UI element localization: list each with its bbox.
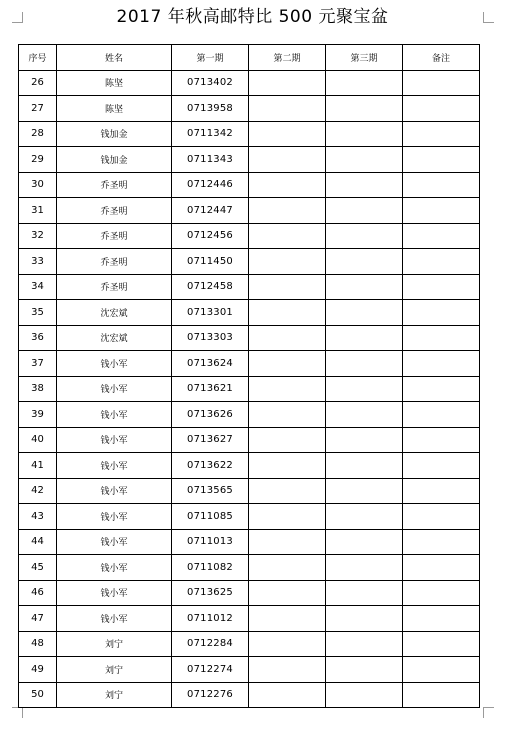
table-row	[19, 70, 480, 96]
cell-period-1: 0713301	[172, 300, 249, 326]
cell-note	[403, 657, 480, 683]
cell-name: 钱小军	[57, 580, 172, 606]
header-no: 序号	[19, 45, 57, 71]
cell-period-1: 0713624	[172, 351, 249, 377]
table-row	[19, 555, 480, 581]
cell-name: 刘宁	[57, 657, 172, 683]
cell-period-1: 0712446	[172, 172, 249, 198]
cell-note	[403, 478, 480, 504]
cell-period-1: 0713626	[172, 402, 249, 428]
cell-period-3	[326, 351, 403, 377]
table-row	[19, 96, 480, 122]
header-name: 姓名	[57, 45, 172, 71]
cell-no: 36	[19, 325, 57, 351]
cell-name: 钱小军	[57, 376, 172, 402]
cell-period-2	[249, 147, 326, 173]
cell-period-2	[249, 351, 326, 377]
table-row	[19, 351, 480, 377]
cell-period-1: 0712276	[172, 682, 249, 708]
cell-no: 38	[19, 376, 57, 402]
cell-name: 陈坚	[57, 70, 172, 96]
cell-period-3	[326, 121, 403, 147]
cell-period-1: 0711085	[172, 504, 249, 530]
cell-period-1: 0713622	[172, 453, 249, 479]
cell-no: 30	[19, 172, 57, 198]
cell-period-3	[326, 325, 403, 351]
table-row	[19, 121, 480, 147]
cell-period-2	[249, 427, 326, 453]
cell-note	[403, 504, 480, 530]
cell-name: 刘宁	[57, 631, 172, 657]
cell-name: 乔圣明	[57, 274, 172, 300]
table-row	[19, 274, 480, 300]
table-row	[19, 172, 480, 198]
cell-period-1: 0712458	[172, 274, 249, 300]
cell-period-3	[326, 274, 403, 300]
table-row	[19, 249, 480, 275]
cell-period-3	[326, 427, 403, 453]
cell-period-1: 0713303	[172, 325, 249, 351]
cell-note	[403, 70, 480, 96]
cell-no: 37	[19, 351, 57, 377]
cell-no: 31	[19, 198, 57, 224]
document-title: 2017 年秋高邮特比 500 元聚宝盆	[116, 7, 389, 27]
cell-name: 乔圣明	[57, 223, 172, 249]
table-row	[19, 453, 480, 479]
table-row	[19, 580, 480, 606]
cell-period-1: 0713627	[172, 427, 249, 453]
cell-note	[403, 172, 480, 198]
cell-period-1: 0711343	[172, 147, 249, 173]
table-row	[19, 147, 480, 173]
cell-note	[403, 274, 480, 300]
cell-no: 29	[19, 147, 57, 173]
cell-name: 钱小军	[57, 504, 172, 530]
cell-period-2	[249, 121, 326, 147]
cell-no: 44	[19, 529, 57, 555]
cell-no: 35	[19, 300, 57, 326]
cell-period-2	[249, 249, 326, 275]
table-row	[19, 376, 480, 402]
cell-name: 钱小军	[57, 478, 172, 504]
cell-period-3	[326, 529, 403, 555]
cell-no: 26	[19, 70, 57, 96]
cell-name: 乔圣明	[57, 172, 172, 198]
cell-no: 40	[19, 427, 57, 453]
cell-period-1: 0712274	[172, 657, 249, 683]
cell-note	[403, 555, 480, 581]
cell-period-2	[249, 504, 326, 530]
cell-note	[403, 682, 480, 708]
table-row	[19, 606, 480, 632]
page-corner-mark-bottom-left	[12, 707, 23, 718]
cell-no: 47	[19, 606, 57, 632]
cell-period-1: 0711082	[172, 555, 249, 581]
cell-period-3	[326, 580, 403, 606]
cell-period-1: 0711013	[172, 529, 249, 555]
cell-period-1: 0711342	[172, 121, 249, 147]
cell-period-2	[249, 325, 326, 351]
cell-period-2	[249, 682, 326, 708]
cell-period-3	[326, 555, 403, 581]
cell-name: 钱小军	[57, 402, 172, 428]
cell-period-3	[326, 172, 403, 198]
table-row	[19, 478, 480, 504]
header-period-3: 第三期	[326, 45, 403, 71]
cell-name: 钱加金	[57, 147, 172, 173]
cell-no: 43	[19, 504, 57, 530]
cell-note	[403, 606, 480, 632]
cell-note	[403, 427, 480, 453]
cell-period-3	[326, 249, 403, 275]
table-row	[19, 325, 480, 351]
cell-period-3	[326, 478, 403, 504]
cell-no: 41	[19, 453, 57, 479]
cell-note	[403, 529, 480, 555]
cell-no: 28	[19, 121, 57, 147]
table-row	[19, 682, 480, 708]
cell-period-2	[249, 478, 326, 504]
cell-period-2	[249, 172, 326, 198]
cell-note	[403, 351, 480, 377]
cell-period-3	[326, 504, 403, 530]
cell-no: 39	[19, 402, 57, 428]
table-row	[19, 631, 480, 657]
cell-note	[403, 121, 480, 147]
table-row	[19, 427, 480, 453]
table-header-row	[19, 45, 480, 71]
cell-name: 陈坚	[57, 96, 172, 122]
table-row	[19, 657, 480, 683]
cell-name: 钱小军	[57, 606, 172, 632]
cell-note	[403, 453, 480, 479]
cell-period-3	[326, 96, 403, 122]
cell-period-3	[326, 198, 403, 224]
cell-no: 42	[19, 478, 57, 504]
cell-name: 沈宏斌	[57, 300, 172, 326]
cell-name: 乔圣明	[57, 249, 172, 275]
cell-period-2	[249, 606, 326, 632]
cell-period-1: 0712284	[172, 631, 249, 657]
header-period-1: 第一期	[172, 45, 249, 71]
cell-name: 钱小军	[57, 529, 172, 555]
cell-period-3	[326, 376, 403, 402]
cell-period-3	[326, 631, 403, 657]
table-row	[19, 402, 480, 428]
cell-period-2	[249, 657, 326, 683]
cell-period-2	[249, 580, 326, 606]
cell-note	[403, 580, 480, 606]
cell-period-2	[249, 300, 326, 326]
cell-period-2	[249, 631, 326, 657]
cell-note	[403, 325, 480, 351]
cell-note	[403, 300, 480, 326]
cell-period-1: 0712447	[172, 198, 249, 224]
cell-period-2	[249, 529, 326, 555]
header-period-2: 第二期	[249, 45, 326, 71]
cell-period-1: 0713621	[172, 376, 249, 402]
cell-period-2	[249, 376, 326, 402]
cell-note	[403, 376, 480, 402]
cell-period-1: 0711450	[172, 249, 249, 275]
table-row	[19, 198, 480, 224]
cell-period-2	[249, 274, 326, 300]
cell-period-2	[249, 453, 326, 479]
header-note: 备注	[403, 45, 480, 71]
cell-period-1: 0713565	[172, 478, 249, 504]
cell-name: 钱小军	[57, 453, 172, 479]
cell-no: 50	[19, 682, 57, 708]
cell-period-3	[326, 657, 403, 683]
cell-name: 钱小军	[57, 555, 172, 581]
cell-period-2	[249, 96, 326, 122]
cell-period-1: 0713958	[172, 96, 249, 122]
page-corner-mark-bottom-right	[483, 707, 494, 718]
cell-period-3	[326, 453, 403, 479]
cell-period-3	[326, 606, 403, 632]
cell-period-3	[326, 682, 403, 708]
cell-note	[403, 147, 480, 173]
cell-period-2	[249, 402, 326, 428]
cell-note	[403, 223, 480, 249]
cell-note	[403, 96, 480, 122]
cell-no: 49	[19, 657, 57, 683]
cell-note	[403, 631, 480, 657]
cell-period-1: 0711012	[172, 606, 249, 632]
cell-period-1: 0713625	[172, 580, 249, 606]
cell-name: 沈宏斌	[57, 325, 172, 351]
cell-no: 32	[19, 223, 57, 249]
table-row	[19, 300, 480, 326]
cell-note	[403, 402, 480, 428]
cell-name: 钱小军	[57, 351, 172, 377]
cell-name: 钱加金	[57, 121, 172, 147]
cell-period-3	[326, 147, 403, 173]
cell-period-3	[326, 70, 403, 96]
cell-period-2	[249, 70, 326, 96]
cell-no: 33	[19, 249, 57, 275]
cell-no: 27	[19, 96, 57, 122]
cell-period-1: 0712456	[172, 223, 249, 249]
cell-no: 48	[19, 631, 57, 657]
cell-note	[403, 249, 480, 275]
lottery-roster-table	[18, 44, 480, 708]
table-row	[19, 504, 480, 530]
cell-period-2	[249, 198, 326, 224]
cell-period-1: 0713402	[172, 70, 249, 96]
cell-note	[403, 198, 480, 224]
table-row	[19, 529, 480, 555]
cell-name: 刘宁	[57, 682, 172, 708]
cell-period-3	[326, 300, 403, 326]
cell-period-2	[249, 555, 326, 581]
cell-no: 34	[19, 274, 57, 300]
cell-no: 45	[19, 555, 57, 581]
table-row	[19, 223, 480, 249]
cell-name: 乔圣明	[57, 198, 172, 224]
cell-period-2	[249, 223, 326, 249]
cell-no: 46	[19, 580, 57, 606]
cell-period-3	[326, 223, 403, 249]
cell-period-3	[326, 402, 403, 428]
cell-name: 钱小军	[57, 427, 172, 453]
